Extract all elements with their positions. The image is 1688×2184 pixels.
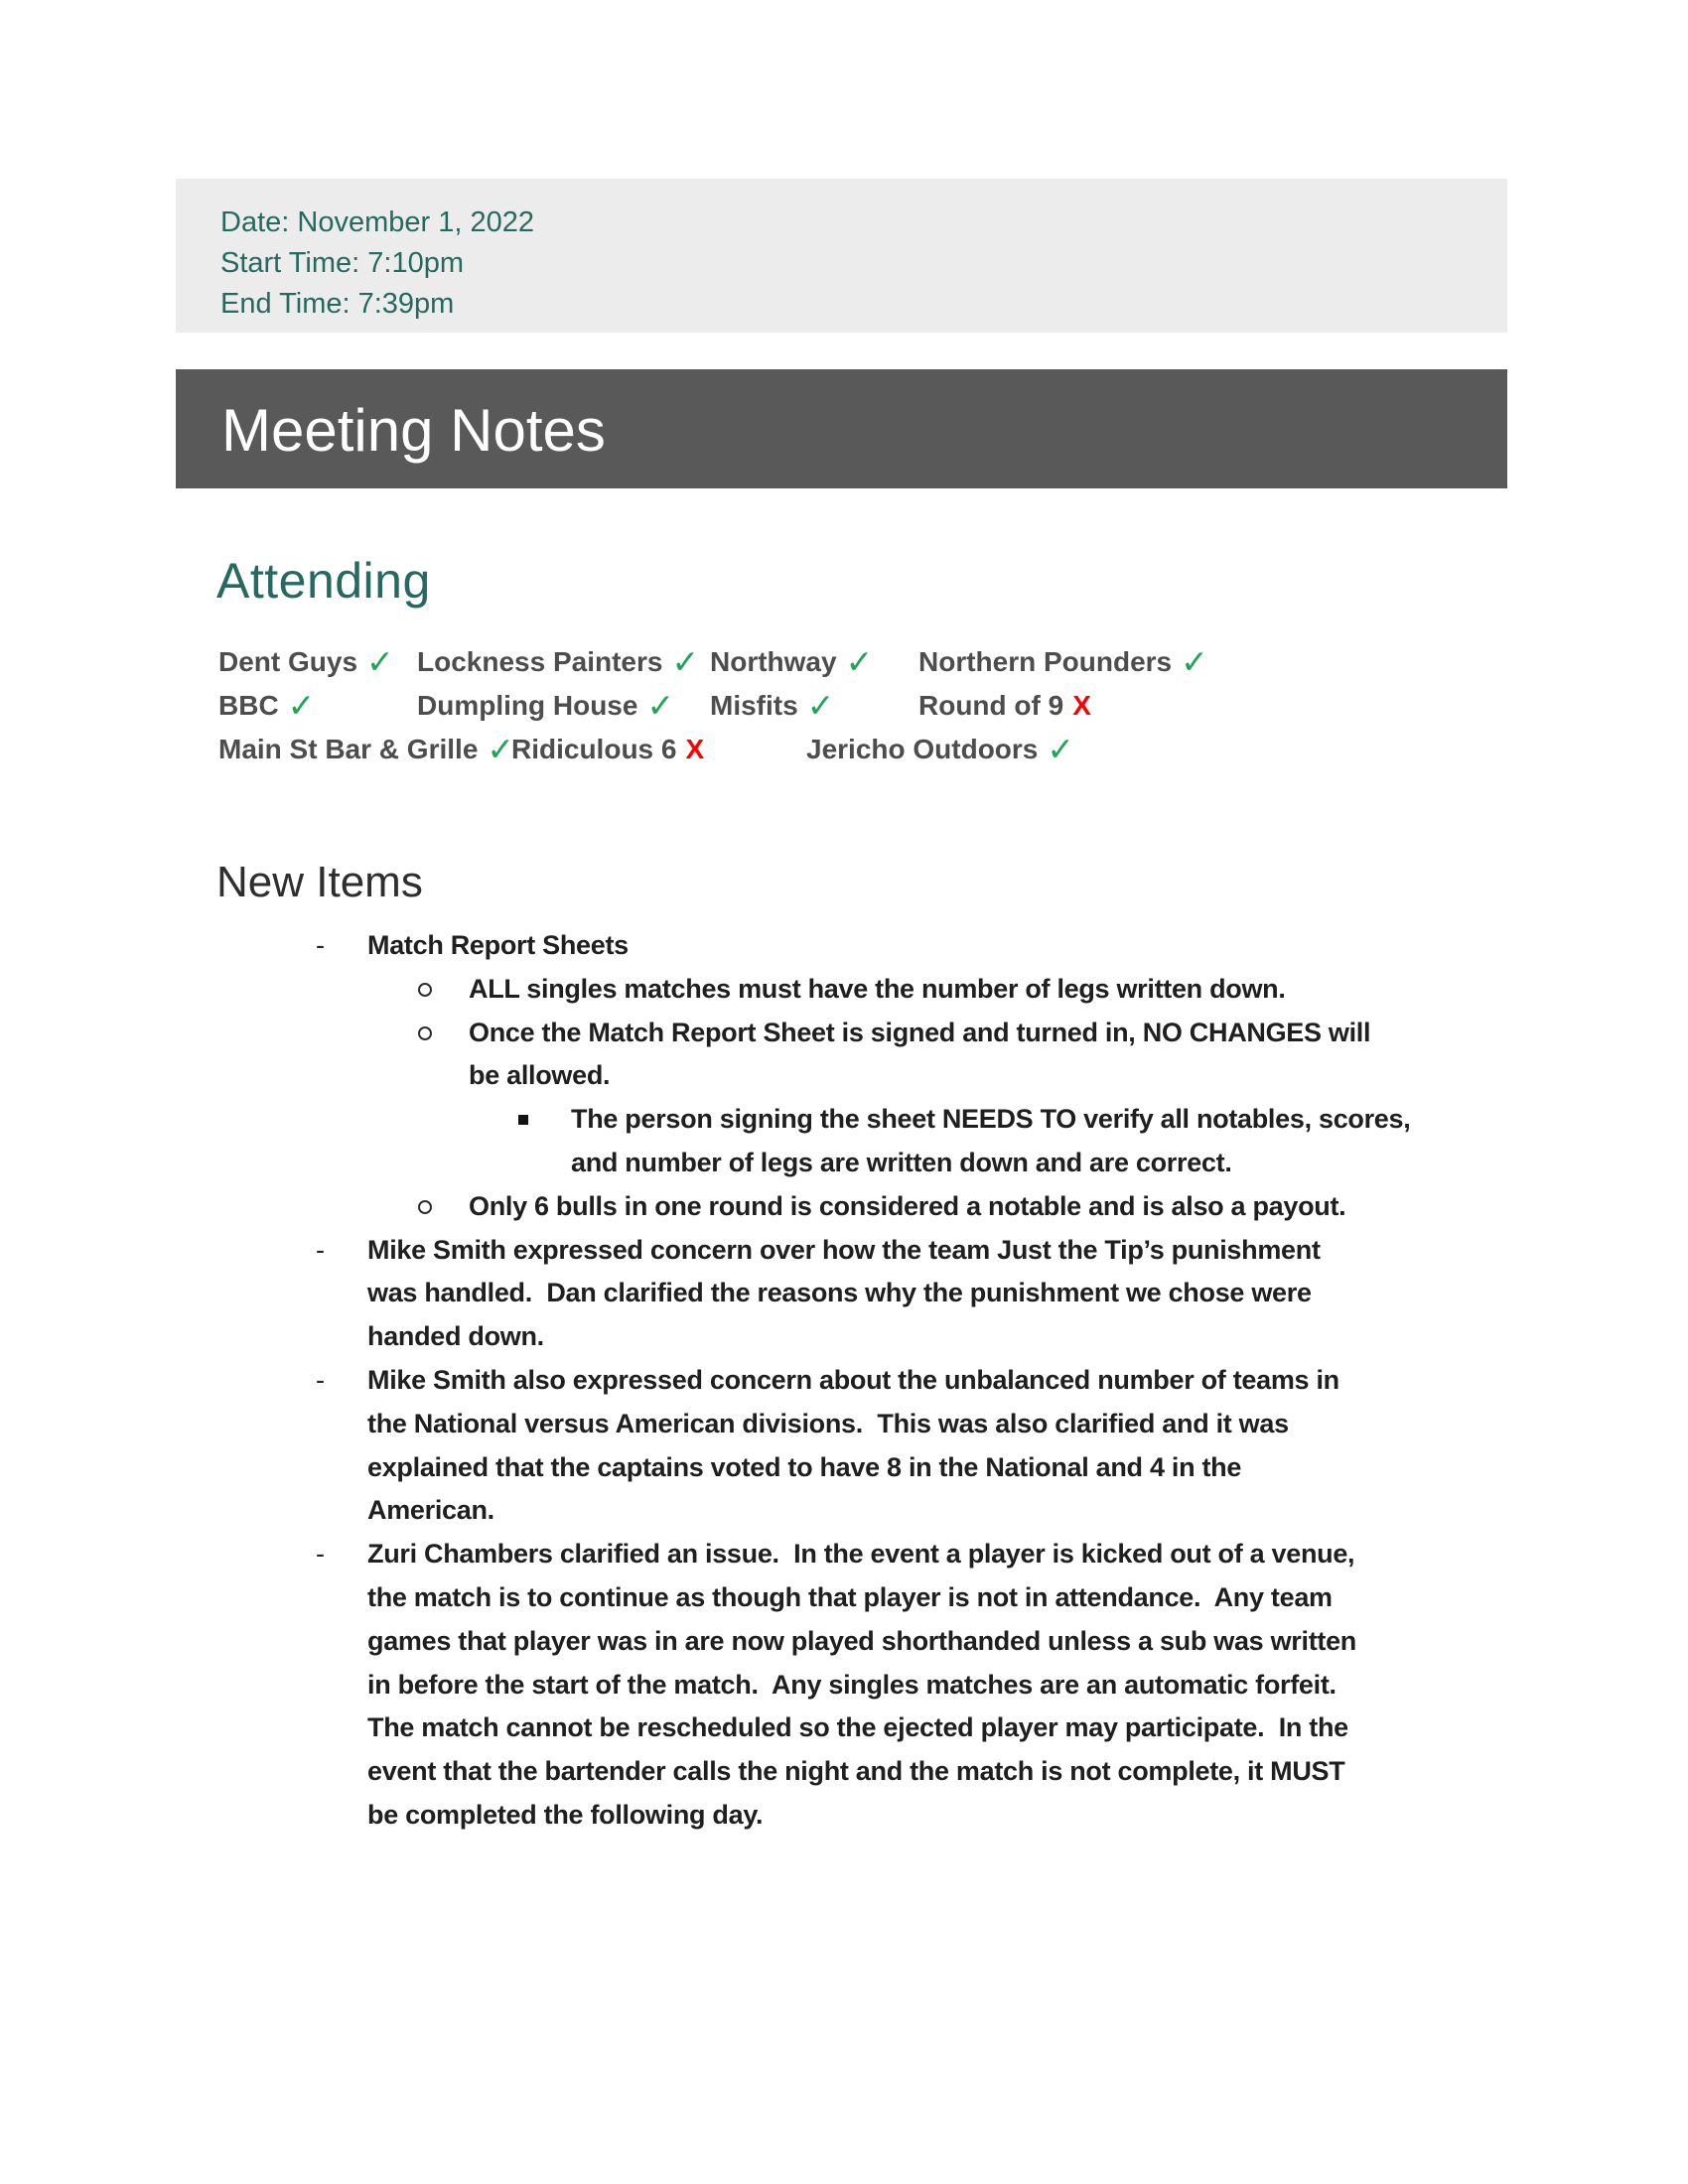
x-mark-icon: X <box>1072 689 1091 721</box>
list-item-line: and number of legs are written down and are correct. <box>571 1147 1232 1177</box>
list-item-line: be allowed. <box>469 1060 611 1091</box>
list-item-line: the match is to continue as though that player is not in attendance. Any team <box>367 1581 1333 1612</box>
team-name: Dent Guys <box>218 646 358 677</box>
list-item-line: handed down. <box>367 1321 544 1352</box>
title-banner <box>176 369 1507 488</box>
attending-row <box>218 728 1509 771</box>
team-name: BBC <box>218 689 279 721</box>
list-item-line: Once the Match Report Sheet is signed and turned in, NO CHANGES will <box>469 1017 1371 1047</box>
team-name: Dumpling House <box>417 689 638 721</box>
checkmark-icon: ✓ <box>671 643 700 680</box>
team-name: Misfits <box>710 689 798 721</box>
team-name: Round of 9 <box>918 689 1064 721</box>
list-item <box>0 1533 1688 1838</box>
checkmark-icon: ✓ <box>806 686 835 724</box>
new-items-heading: New Items <box>216 858 423 906</box>
list-item-line: in before the start of the match. Any singles matches are an automatic forfeit. <box>367 1669 1336 1700</box>
list-item <box>0 1185 1688 1229</box>
checkmark-icon: ✓ <box>646 686 675 724</box>
meta-date: Date: November 1, 2022 <box>220 206 534 238</box>
attending-row <box>218 640 1509 684</box>
team-entry <box>710 684 834 728</box>
checkmark-icon: ✓ <box>845 643 874 680</box>
list-item-line: Mike Smith expressed concern over how the team Just the Tip’s punishment <box>367 1234 1321 1265</box>
list-item-line: The match cannot be rescheduled so the ejected player may participate. In the <box>367 1712 1348 1743</box>
list-item <box>0 1012 1688 1099</box>
circle-bullet-icon <box>418 983 432 997</box>
list-item-line: ALL singles matches must have the number of legs written down. <box>469 973 1286 1004</box>
team-entry <box>918 684 1091 728</box>
team-entry <box>417 640 699 684</box>
list-item-line: the National versus American divisions. This was also clarified and it was <box>367 1408 1289 1438</box>
list-item-line: Only 6 bulls in one round is considered a notable and is also a payout. <box>469 1190 1346 1221</box>
square-bullet-icon <box>518 1115 528 1125</box>
meta-info-box <box>176 179 1507 333</box>
list-item-line: explained that the captains voted to have 8 in the National and 4 in the <box>367 1451 1242 1482</box>
team-entry <box>218 640 394 684</box>
checkmark-icon: ✓ <box>487 730 515 767</box>
team-name: Ridiculous 6 <box>511 733 677 764</box>
list-item <box>0 1229 1688 1359</box>
list-item <box>0 924 1688 968</box>
circle-bullet-icon <box>418 1026 432 1040</box>
list-item-line: Mike Smith also expressed concern about the unbalanced number of teams in <box>367 1364 1339 1395</box>
list-item-line: event that the bartender calls the night and the match is not complete, it MUST <box>367 1756 1345 1787</box>
team-entry <box>710 640 873 684</box>
list-item-line: The person signing the sheet NEEDS TO verify all notables, scores, <box>571 1104 1411 1135</box>
team-name: Northway <box>710 646 837 677</box>
checkmark-icon: ✓ <box>1047 730 1075 767</box>
team-name: Northern Pounders <box>918 646 1173 677</box>
attending-row <box>218 684 1509 728</box>
list-item <box>0 968 1688 1012</box>
team-entry <box>806 728 1074 771</box>
team-entry <box>218 728 514 771</box>
list-item-line: Match Report Sheets <box>367 930 629 960</box>
list-item-line: be completed the following day. <box>367 1799 764 1830</box>
dash-bullet-icon: - <box>316 1364 325 1395</box>
new-items-list <box>0 924 1688 1838</box>
attending-heading: Attending <box>216 553 431 609</box>
list-item-line: games that player was in are now played shorthanded unless a sub was written <box>367 1625 1356 1656</box>
team-entry <box>511 728 704 771</box>
x-mark-icon: X <box>685 733 705 764</box>
meta-start-time: Start Time: 7:10pm <box>220 247 464 279</box>
page-title: Meeting Notes <box>221 397 606 464</box>
team-name: Main St Bar & Grille <box>218 733 479 764</box>
meta-end-time: End Time: 7:39pm <box>220 288 455 320</box>
dash-bullet-icon: - <box>316 1234 325 1265</box>
team-name: Lockness Painters <box>417 646 663 677</box>
list-item-line: Zuri Chambers clarified an issue. In the event a player is kicked out of a venue, <box>367 1539 1355 1570</box>
circle-bullet-icon <box>418 1200 432 1214</box>
team-entry <box>417 684 674 728</box>
team-name: Jericho Outdoors <box>806 733 1039 764</box>
dash-bullet-icon: - <box>316 1539 325 1570</box>
list-item-line: American. <box>367 1495 494 1526</box>
checkmark-icon: ✓ <box>1181 643 1208 680</box>
list-item <box>0 1098 1688 1185</box>
list-item <box>0 1359 1688 1533</box>
list-item-line: was handled. Dan clarified the reasons why the punishment we chose were <box>367 1278 1312 1308</box>
checkmark-icon: ✓ <box>366 643 394 680</box>
dash-bullet-icon: - <box>316 930 325 960</box>
attending-list <box>218 640 1509 770</box>
team-entry <box>918 640 1208 684</box>
checkmark-icon: ✓ <box>287 686 316 724</box>
team-entry <box>218 684 315 728</box>
